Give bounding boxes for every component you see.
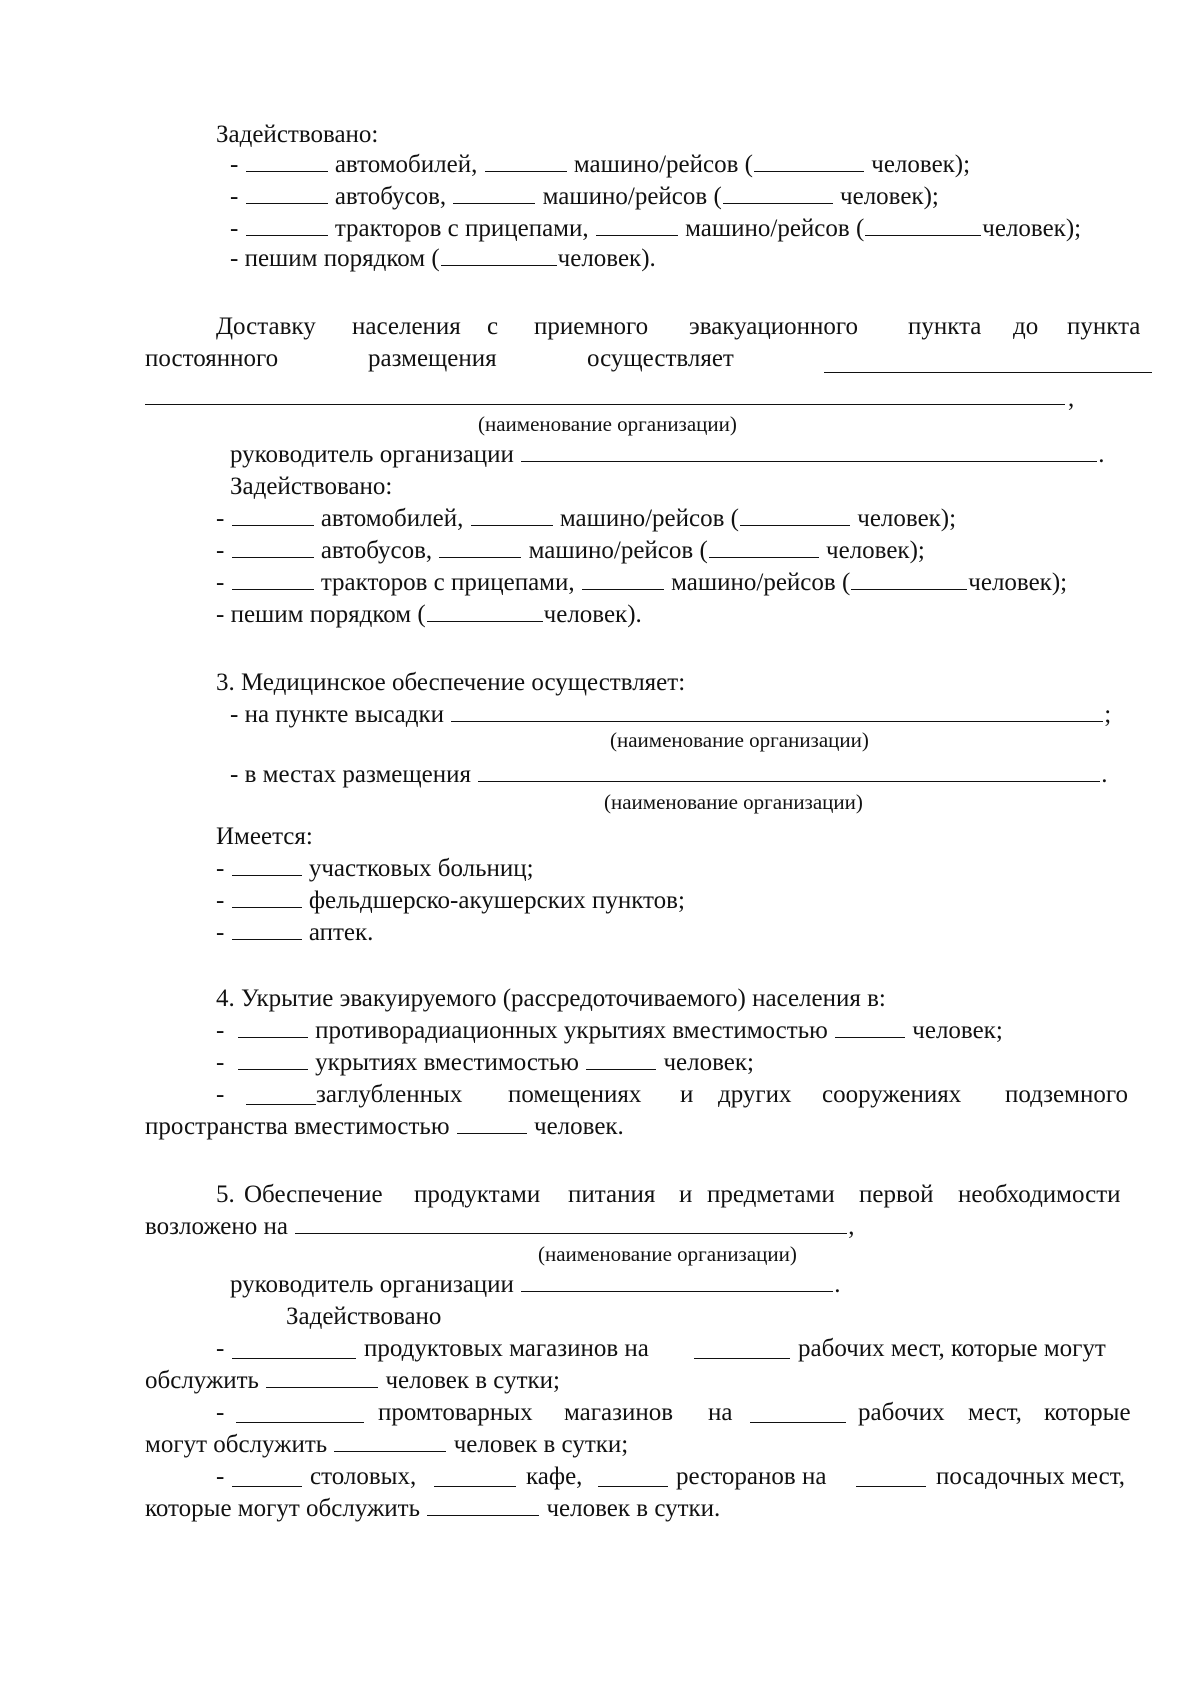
blank-field[interactable]	[471, 504, 553, 526]
shelter-capacity-line: пространства вместимостью человек.	[145, 1113, 624, 1140]
manuf-word: на	[708, 1399, 733, 1426]
list-item-antirad: - противорадиационных укрытиях вместимостью человек;	[216, 1017, 1003, 1044]
manuf-word: промтоварных	[378, 1399, 533, 1426]
blank-field[interactable]	[740, 504, 850, 526]
blank-field[interactable]	[439, 536, 521, 558]
supply-word: первой	[859, 1181, 934, 1208]
blank-field[interactable]	[441, 244, 557, 266]
supply-word: 5.	[216, 1181, 235, 1208]
blank-field[interactable]	[232, 886, 302, 908]
blank-field[interactable]	[232, 1358, 356, 1359]
blank-field[interactable]	[246, 182, 328, 204]
supply-word: Обеспечение	[244, 1181, 383, 1208]
blank-field[interactable]	[851, 568, 967, 590]
list-item-pharmacies: - аптек.	[216, 919, 374, 946]
blank-field[interactable]	[478, 760, 1100, 782]
delivery-word: пункта	[1067, 313, 1141, 340]
medical-placement-line: - в местах размещения .	[230, 761, 1108, 788]
blank-field[interactable]	[709, 536, 819, 558]
blank-field[interactable]	[723, 182, 833, 204]
list-item-tractors: - тракторов с прицепами, машино/рейсов ( человек);	[216, 569, 1068, 596]
blank-field[interactable]	[232, 918, 302, 940]
blank-field[interactable]	[453, 182, 535, 204]
supply-word: питания	[568, 1181, 656, 1208]
head-of-organization-line: руководитель организации .	[230, 1271, 841, 1298]
list-item-feldsher: - фельдшерско-акушерских пунктов;	[216, 887, 685, 914]
blank-field[interactable]	[232, 1486, 302, 1487]
engaged-label: Задействовано	[286, 1303, 442, 1330]
restaurants-label: ресторанов на	[676, 1463, 827, 1490]
blank-field[interactable]	[246, 214, 328, 236]
blank-field[interactable]	[238, 1016, 308, 1038]
blank-field[interactable]	[232, 854, 302, 876]
blank-field[interactable]	[586, 1048, 656, 1070]
delivery-word: приемного	[534, 313, 649, 340]
list-item-hospitals: - участковых больниц;	[216, 855, 534, 882]
blank-field[interactable]	[451, 700, 1103, 722]
org-name-caption: (наименование организации)	[604, 790, 863, 814]
supply-word: предметами	[707, 1181, 835, 1208]
dash: -	[216, 1081, 225, 1108]
blank-field[interactable]	[232, 536, 314, 558]
blank-field[interactable]	[295, 1212, 847, 1234]
list-item-tractors: - тракторов с прицепами, машино/рейсов ( человек);	[230, 215, 1082, 242]
supply-word: продуктами	[414, 1181, 541, 1208]
blank-field[interactable]	[521, 440, 1097, 462]
shelter-word: сооружениях	[822, 1081, 962, 1108]
blank-field[interactable]	[427, 1494, 539, 1516]
manuf-word: мест,	[968, 1399, 1022, 1426]
dash: -	[216, 1335, 225, 1362]
blank-field[interactable]	[246, 1104, 316, 1105]
list-item-cars: - автомобилей, машино/рейсов ( человек);	[230, 151, 971, 178]
shelter-word: помещениях	[508, 1081, 642, 1108]
assigned-to-line: возложено на ,	[145, 1213, 855, 1240]
blank-field[interactable]	[266, 1366, 378, 1388]
blank-field[interactable]	[750, 1422, 846, 1423]
blank-field[interactable]	[232, 504, 314, 526]
workplaces-label: рабочих мест, которые могут	[798, 1335, 1106, 1362]
blank-field[interactable]	[824, 372, 1152, 373]
head-of-organization-line: руководитель организации .	[230, 441, 1105, 468]
grocery-label: продуктовых магазинов на	[364, 1335, 649, 1362]
blank-field[interactable]	[232, 568, 314, 590]
org-name-caption: (наименование организации)	[610, 728, 869, 752]
blank-field[interactable]	[334, 1430, 446, 1452]
blank-field[interactable]	[596, 214, 678, 236]
section-title-medical: 3. Медицинское обеспечение осуществляет:	[216, 669, 686, 696]
restaurants-serve-line: которые могут обслужить человек в сутки.	[145, 1495, 721, 1522]
blank-field[interactable]	[434, 1486, 516, 1487]
blank-field[interactable]	[238, 1048, 308, 1070]
manuf-word: которые	[1044, 1399, 1131, 1426]
delivery-word: до	[1013, 313, 1039, 340]
blank-field[interactable]	[457, 1112, 527, 1134]
comma: ,	[1068, 385, 1075, 412]
delivery-word: постоянного	[145, 345, 279, 372]
manuf-word: магазинов	[564, 1399, 674, 1426]
list-item-walk: - пешим порядком ( человек).	[216, 601, 642, 628]
cafe-label: кафе,	[526, 1463, 583, 1490]
engaged-label: Задействовано:	[216, 121, 379, 148]
blank-field[interactable]	[246, 150, 328, 172]
delivery-word: размещения	[368, 345, 497, 372]
blank-field[interactable]	[694, 1358, 790, 1359]
blank-field[interactable]	[865, 214, 981, 236]
blank-field[interactable]	[754, 150, 864, 172]
medical-landing-line: - на пункте высадки ;	[230, 701, 1112, 728]
blank-field[interactable]	[582, 568, 664, 590]
blank-field[interactable]	[521, 1270, 833, 1292]
section-title-shelter: 4. Укрытие эвакуируемого (рассредоточиваемого) населения в:	[216, 985, 886, 1012]
shelter-word: заглубленных	[316, 1081, 463, 1108]
list-item-buses: - автобусов, машино/рейсов ( человек);	[230, 183, 939, 210]
dash: -	[216, 1399, 225, 1426]
delivery-word: населения	[352, 313, 461, 340]
supply-word: необходимости	[958, 1181, 1121, 1208]
list-item-walk: - пешим порядком ( человек).	[230, 245, 656, 272]
org-name-caption: (наименование организации)	[478, 412, 737, 436]
shelter-word: подземного	[1005, 1081, 1128, 1108]
blank-field[interactable]	[598, 1486, 668, 1487]
org-name-caption: (наименование организации)	[538, 1242, 797, 1266]
delivery-word: осуществляет	[587, 345, 734, 372]
engaged-label: Задействовано:	[230, 473, 393, 500]
available-label: Имеется:	[216, 823, 313, 850]
seats-label: посадочных мест,	[936, 1463, 1126, 1490]
canteens-label: столовых,	[310, 1463, 417, 1490]
delivery-word: с	[487, 313, 499, 340]
blank-field[interactable]	[856, 1486, 926, 1487]
delivery-word: пункта	[908, 313, 982, 340]
blank-field[interactable]	[427, 600, 543, 622]
list-item-buses: - автобусов, машино/рейсов ( человек);	[216, 537, 925, 564]
supply-word: и	[679, 1181, 693, 1208]
dash: -	[216, 1463, 225, 1490]
list-item-cars: - автомобилей, машино/рейсов ( человек);	[216, 505, 957, 532]
grocery-serve-line: обслужить человек в сутки;	[145, 1367, 560, 1394]
shelter-word: и	[680, 1081, 694, 1108]
blank-field[interactable]	[145, 404, 1065, 405]
blank-field[interactable]	[485, 150, 567, 172]
blank-field[interactable]	[236, 1422, 364, 1423]
manuf-word: рабочих	[858, 1399, 945, 1426]
delivery-word: Доставку	[216, 313, 316, 340]
list-item-shelters: - укрытиях вместимостью человек;	[216, 1049, 754, 1076]
shelter-word: других	[718, 1081, 792, 1108]
manuf-serve-line: могут обслужить человек в сутки;	[145, 1431, 629, 1458]
delivery-word: эвакуационного	[689, 313, 859, 340]
blank-field[interactable]	[835, 1016, 905, 1038]
